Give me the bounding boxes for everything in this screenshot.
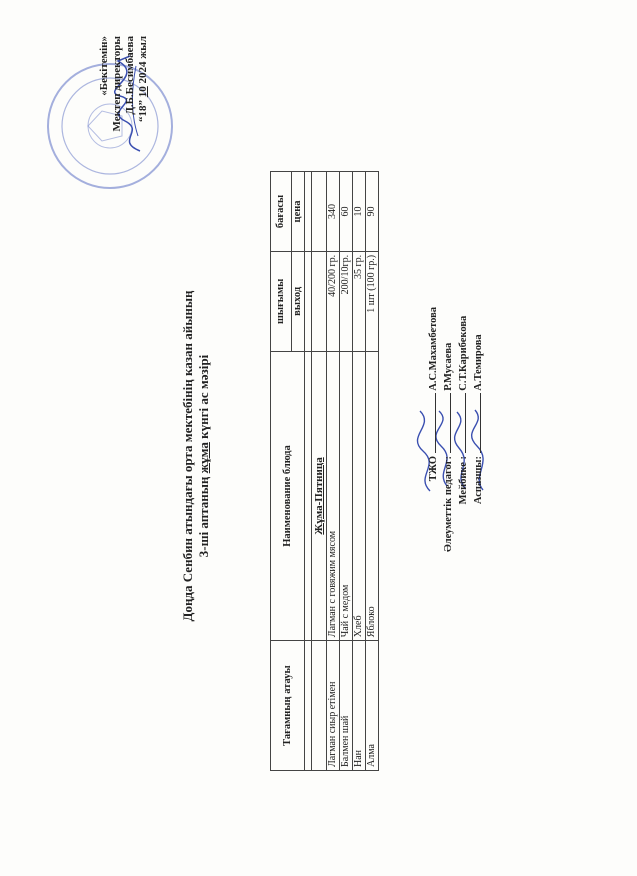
- signature-row-pedagog: Әлеуметтік педагог: Р.Мусаева: [440, 306, 455, 566]
- dish-kz: Алма: [366, 641, 379, 771]
- header-kz-name: Тағамның атауы: [271, 641, 305, 771]
- table-row: [366, 172, 379, 771]
- signature-row-tzho: ТЖО А.С.Махамбетова: [425, 306, 440, 566]
- day-row: [312, 172, 327, 771]
- signature-row-cook: Аспазшы: А.Темирова: [470, 306, 485, 566]
- table-header-row: [271, 172, 292, 771]
- approval-date: “18” 10 2024 жыл: [137, 36, 149, 122]
- date-day: 18: [137, 105, 149, 117]
- title-line-2: [196, 156, 212, 756]
- approval-heading: «Бекітемін»: [98, 36, 110, 96]
- dish-output: 200/10гр.: [340, 251, 353, 351]
- signatures-block: [425, 306, 485, 566]
- dish-ru: Чай с медом: [340, 351, 353, 640]
- table-row: [327, 172, 340, 771]
- title-day: жұма: [196, 442, 211, 474]
- menu-table: [270, 171, 379, 771]
- dish-price: 60: [340, 172, 353, 252]
- signature-row-nurse: Мейбике : С.Т.Карибекова: [455, 306, 470, 566]
- header-output-kz: шығымы: [271, 251, 292, 351]
- dish-ru: Хлеб: [353, 351, 366, 640]
- dish-price: 340: [327, 172, 340, 252]
- table-spacer-row: [305, 172, 312, 771]
- day-label: Жұма-Пятница: [312, 351, 327, 640]
- dish-kz: Балмен шай: [340, 641, 353, 771]
- table-row: [353, 172, 366, 771]
- approval-role: Мектеп директоры: [111, 36, 123, 132]
- dish-ru: Яблоко: [366, 351, 379, 640]
- date-year: 2024 жыл: [137, 36, 149, 84]
- dish-price: 90: [366, 172, 379, 252]
- header-output-ru: выход: [292, 251, 305, 351]
- title-suffix: күнгі ас мәзірі: [196, 354, 211, 443]
- header-ru-name: Наименование блюда: [271, 351, 305, 640]
- title-week: 3-ші аптаның: [196, 473, 211, 558]
- dish-price: 10: [353, 172, 366, 252]
- dish-output: 1 шт (100 гр.): [366, 251, 379, 351]
- dish-kz: Нан: [353, 641, 366, 771]
- dish-output: 40/200 гр.: [327, 251, 340, 351]
- dish-output: 35 гр.: [353, 251, 366, 351]
- header-price-kz: бағасы: [271, 172, 292, 252]
- table-row: [340, 172, 353, 771]
- header-price-ru: цена: [292, 172, 305, 252]
- approval-name: Д.Б.Бесимбаева: [124, 36, 136, 115]
- dish-ru: Лагман с говяжим мясом: [327, 351, 340, 640]
- title-line-1: Доңда Сенбин атындағы орта мектебінің казан айының: [180, 290, 195, 622]
- approval-block: [98, 36, 150, 226]
- date-month: 10: [137, 86, 149, 98]
- dish-kz: Лагман сиыр етімен: [327, 641, 340, 771]
- menu-title: [180, 156, 212, 756]
